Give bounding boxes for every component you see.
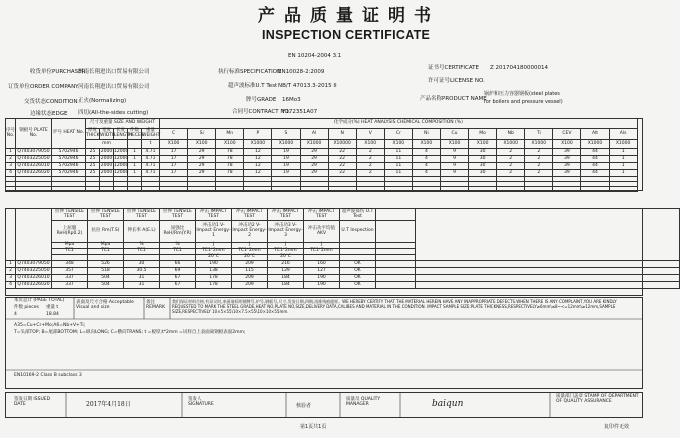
element-P: P: [244, 129, 272, 140]
table-cell: OK: [340, 268, 376, 275]
table-cell: J: [268, 243, 304, 249]
unit-mm: mm: [86, 140, 128, 149]
table-cell: 129: [268, 268, 304, 275]
table-cell: 2: [356, 149, 384, 156]
header-ut: 超声波探伤 U.T Test: [340, 209, 376, 221]
table-cell: %: [160, 243, 196, 249]
table-cell: 5702946: [52, 170, 86, 177]
table-cell: 2: [525, 156, 553, 163]
table-cell: 19: [272, 170, 300, 177]
table-cell: 67: [160, 282, 196, 289]
issued-value: 2017年4月18日: [86, 401, 131, 408]
table-cell: 2: [525, 170, 553, 177]
table-cell: TC1*2mm: [304, 249, 340, 255]
table-cell: OK: [340, 282, 376, 289]
check-label: 核验者: [296, 403, 312, 409]
element-Al: Al: [300, 129, 328, 140]
table-cell: 66: [160, 261, 196, 268]
table-cell: 20℃: [196, 255, 232, 261]
table-cell: Q7403226010: [17, 162, 50, 168]
table-cell: 29: [300, 170, 328, 177]
table-cell: 冲击功3 V-Impact Energy-3: [268, 221, 304, 243]
table-cell: 4: [412, 163, 440, 170]
factor-cell: X100: [188, 140, 216, 149]
remark-label: 备注 REMARK: [146, 300, 166, 310]
element-N: N: [328, 129, 356, 140]
element-Nb: Nb: [497, 129, 525, 140]
table-cell: 1: [128, 163, 142, 170]
table-cell: 2: [356, 170, 384, 177]
table-cell: 4: [6, 282, 16, 289]
table-cell: 22: [328, 170, 356, 177]
table-cell: 17: [160, 163, 188, 170]
factor-cell: X100: [440, 140, 468, 149]
table-cell: 29: [188, 149, 216, 156]
table-cell: 30: [469, 170, 497, 177]
table-cell: 11: [384, 149, 412, 156]
table-cell: 31: [124, 275, 160, 282]
table-cell: 337: [52, 275, 88, 282]
table-cell: 4: [412, 170, 440, 177]
ut-value: NB/T 47013.3-2015 II: [278, 83, 337, 89]
header-no: 序号 No.: [6, 119, 16, 149]
table-cell: J: [304, 243, 340, 249]
table-cell: 518: [88, 268, 124, 275]
table-cell: 30.5: [124, 268, 160, 275]
element-Alt: Alt: [581, 129, 609, 140]
order-label: 订货单位ORDER COMPANY: [8, 84, 79, 90]
table-cell: 17: [160, 170, 188, 177]
header-tensile-4: 拉伸 TENSILE TEST: [160, 209, 196, 221]
table-cell: 184: [268, 282, 304, 289]
table-cell: 4.71: [142, 149, 160, 156]
qm-label: 质量员 QUALITY MANAGER: [346, 397, 381, 407]
table-cell: 19: [272, 156, 300, 163]
product-value-cn: 锅炉和压力容器钢板(steel plates: [484, 91, 560, 97]
element-Ni: Ni: [412, 129, 440, 140]
table-cell: Q7403226020: [17, 281, 50, 287]
title-en: INSPECTION CERTIFICATE: [262, 28, 431, 42]
table-cell: 29: [300, 163, 328, 170]
table-cell: 190: [196, 261, 232, 268]
cert-value: Z 201704180000014: [490, 65, 549, 71]
table-cell: 3: [6, 275, 16, 282]
table-cell: 44: [581, 149, 609, 156]
table-cell: 4.71: [142, 170, 160, 177]
table-cell: 12: [244, 170, 272, 177]
table-cell: 2: [497, 156, 525, 163]
table-cell: 11: [384, 156, 412, 163]
table-cell: TC1*2mm: [232, 249, 268, 255]
edge-label: 边缘状态EDGE: [30, 111, 68, 117]
formula-2: T=头部TOP; B=尾部BOTTOM; L=纵向LONG; C=横向TRANS; t =板厚;t*2mm =试样自上表面离钢板表面2mm;: [14, 330, 246, 335]
header-plate: 钢板号 PLATE No.: [16, 119, 52, 149]
table-cell: 9: [440, 163, 468, 170]
table-cell: 44: [581, 156, 609, 163]
table-cell: 9: [440, 170, 468, 177]
table-cell: 2000: [100, 155, 113, 161]
table-cell: 115: [232, 268, 268, 275]
condition-label: 交货状态CONDITION: [24, 99, 78, 105]
table-cell: 127: [304, 268, 340, 275]
table-cell: 1: [609, 170, 637, 177]
table-cell: 冲击功1 V-Impact Energy-1: [196, 221, 232, 243]
table-cell: 2: [497, 163, 525, 170]
table-cell: 178: [196, 282, 232, 289]
table-cell: 337: [52, 282, 88, 289]
element-Mo: Mo: [469, 129, 497, 140]
standard-top: EN 10204-2004 3.1: [288, 53, 342, 59]
table-cell: 上屈服 ReH(Rp0.2): [52, 221, 88, 243]
table-cell: 216: [268, 261, 304, 268]
table-cell: 30: [124, 261, 160, 268]
header-chem: 化学成分(%) HEAT ANALYSIS CHEMICAL COMPOSITION (%): [160, 119, 638, 129]
table-cell: TC1: [52, 249, 88, 255]
page-total-label: 本页总计 (PAGE TOTAL): [14, 298, 65, 303]
grade-label: 牌号GRADE: [246, 97, 277, 103]
table-cell: TC1: [88, 249, 124, 255]
table-cell: 22: [328, 163, 356, 170]
table-cell: 20℃: [232, 255, 268, 261]
table-cell: 30: [469, 149, 497, 156]
table-cell: 1: [609, 149, 637, 156]
table-cell: Mpa: [52, 243, 88, 249]
factor-cell: X1000: [244, 140, 272, 149]
table-cell: 67: [160, 275, 196, 282]
factor-cell: X100: [469, 140, 497, 149]
table-cell: 9: [440, 149, 468, 156]
table-cell: 22: [328, 149, 356, 156]
factor-cell: X100: [553, 140, 581, 149]
factor-cell: X100: [356, 140, 384, 149]
table-cell: 178: [196, 275, 232, 282]
table-cell: 209: [232, 275, 268, 282]
edge-value: 四切(All-the-sides cutting): [78, 110, 149, 116]
table-cell: 1: [128, 156, 142, 163]
issued-label: 签发日期 ISSUED DATE: [14, 397, 51, 407]
table-cell: 184: [268, 275, 304, 282]
header-weight: 重量 WEIGHT: [142, 128, 161, 138]
table-cell: 12: [244, 163, 272, 170]
table-cell: 209: [232, 282, 268, 289]
table-cell: 69: [160, 268, 196, 275]
table-cell: 190: [304, 282, 340, 289]
table-cell: 78: [216, 149, 244, 156]
table-cell: 4: [412, 156, 440, 163]
table-cell: J: [232, 243, 268, 249]
page-total-pieces-value: 4: [14, 312, 17, 317]
header-pieces: 件数 PIECES: [128, 128, 144, 138]
table-cell: 2: [356, 156, 384, 163]
factor-cell: X1000: [609, 140, 637, 149]
table-cell: 29: [300, 156, 328, 163]
condition-value: 正火(Normalizing): [78, 98, 127, 104]
table-cell: J: [196, 243, 232, 249]
element-Mn: Mn: [216, 129, 244, 140]
table-cell: Q7403079050: [17, 148, 50, 154]
spec-value: EN10028-2:2009: [278, 69, 325, 75]
table-cell: 2: [497, 170, 525, 177]
table-cell: 屈强比 ReH/Rm(Y.R): [160, 221, 196, 243]
contract-value: Y172351A07: [282, 109, 318, 115]
table-cell: U.T Inspection: [340, 221, 376, 243]
factor-cell: X100: [412, 140, 440, 149]
table-cell: 2: [497, 149, 525, 156]
header-tensile-3: 拉伸 TENSILE TEST: [124, 209, 160, 221]
page-total-weight-value: 18.84: [46, 312, 59, 317]
table-cell: 伸长率 A(E.L): [124, 221, 160, 243]
unit-t: t: [142, 140, 160, 149]
element-C: C: [160, 129, 188, 140]
table-cell: 19: [272, 163, 300, 170]
header-tensile-2: 拉伸 TENSILE TEST: [88, 209, 124, 221]
appearance-label: 表面及尺寸合格 Acceptable Visual and size: [76, 300, 134, 310]
table-cell: Q7403226010: [17, 274, 50, 280]
table-cell: 12000: [114, 155, 129, 161]
table-cell: 39: [553, 156, 581, 163]
factor-cell: X100: [384, 140, 412, 149]
table-cell: 12000: [114, 169, 129, 175]
table-cell: 22: [328, 156, 356, 163]
table-cell: 30: [469, 156, 497, 163]
table-cell: 12: [244, 156, 272, 163]
header-length: 长度 LENGTH: [114, 128, 133, 138]
table-cell: 9: [440, 156, 468, 163]
header-impact-1: 冲击 IMPACT TEST: [196, 209, 232, 221]
product-label: 产品名称PRODUCT NAME: [420, 96, 487, 102]
table-cell: 138: [196, 268, 232, 275]
element-Si: Si: [188, 129, 216, 140]
invalid-note: 复印件无效: [604, 424, 630, 430]
table-cell: TC1*2mm: [196, 249, 232, 255]
table-cell: 78: [216, 163, 244, 170]
element-S: S: [272, 129, 300, 140]
element-Als: Als: [609, 129, 637, 140]
table-cell: TC1*2mm: [268, 249, 304, 255]
table-cell: 2000: [100, 169, 113, 175]
table-cell: 2: [356, 163, 384, 170]
table-cell: 12000: [114, 148, 129, 154]
table-cell: TC1: [124, 249, 160, 255]
table-cell: 2: [525, 149, 553, 156]
factor-cell: X100: [216, 140, 244, 149]
factor-cell: X1000: [300, 140, 328, 149]
grade-value: 16Mo3: [282, 97, 301, 103]
table-cell: 30: [469, 163, 497, 170]
table-cell: 4: [6, 170, 16, 177]
table-cell: 31: [124, 282, 160, 289]
table-cell: 1: [609, 156, 637, 163]
table-cell: 348: [52, 261, 88, 268]
header-heat: 炉号 HEAT No.: [52, 119, 86, 149]
page-total-pieces-label: 件数 pieces: [14, 305, 39, 310]
table-cell: 17: [160, 149, 188, 156]
table-cell: 4.71: [142, 163, 160, 170]
purchaser-value: 河南长翔进出口贸易有限公司: [78, 69, 150, 75]
table-cell: 20℃: [268, 255, 304, 261]
header-impact-4: 冲击 IMPACT TEST: [304, 209, 340, 221]
table-cell: 抗拉 Rm(T.S): [88, 221, 124, 243]
table-cell: 11: [384, 163, 412, 170]
table-cell: 25: [86, 156, 100, 163]
signature-label: 签发人 SIGNATURE: [188, 397, 214, 407]
table-cell: 25: [86, 163, 100, 170]
table-cell: 526: [88, 261, 124, 268]
header-impact-3: 冲击 IMPACT TEST: [268, 209, 304, 221]
page-total-weight-label: 重量 t: [46, 305, 59, 310]
table-cell: 29: [300, 149, 328, 156]
factor-cell: X100: [160, 140, 188, 149]
license-label: 许可证号LICENSE NO.: [428, 78, 485, 84]
element-V: V: [356, 129, 384, 140]
table-cell: 39: [553, 149, 581, 156]
table-cell: Q7403225050: [17, 155, 50, 161]
element-Ti: Ti: [525, 129, 553, 140]
table-cell: Q7403079050: [17, 260, 50, 266]
table-cell: 19: [272, 149, 300, 156]
purchaser-label: 收货单位PURCHASER: [30, 69, 86, 75]
table-cell: 1: [128, 149, 142, 156]
table-cell: 78: [216, 156, 244, 163]
table-cell: OK: [340, 275, 376, 282]
table-cell: 160: [304, 261, 340, 268]
element-Cu: Cu: [440, 129, 468, 140]
table-cell: 1: [6, 149, 16, 156]
page-number: 第1页共1页: [300, 424, 327, 430]
note: EN10169-2 Class B subclass 3: [14, 373, 82, 378]
qm-signature: baiqun: [432, 399, 464, 409]
table-cell: 504: [88, 282, 124, 289]
table-cell: 39: [553, 163, 581, 170]
table-cell: 冲击功平均值 AKV: [304, 221, 340, 243]
table-cell: 2000: [100, 162, 113, 168]
table-cell: TC1: [160, 249, 196, 255]
title-cn: 产品质量证明书: [258, 6, 440, 26]
cert-label: 证书号CERTIFICATE: [428, 65, 480, 71]
table-cell: 1: [609, 163, 637, 170]
table-cell: 4.71: [142, 156, 160, 163]
table-cell: 17: [160, 156, 188, 163]
table-cell: 25: [86, 149, 100, 156]
table-cell: 78: [216, 170, 244, 177]
table-cell: 25: [86, 170, 100, 177]
element-CEV: CEV: [553, 129, 581, 140]
table-cell: 5702946: [52, 149, 86, 156]
table-cell: 39: [553, 170, 581, 177]
table-cell: 44: [581, 163, 609, 170]
table-cell: 209: [232, 261, 268, 268]
remark-text: 我们保证材料合格,有异议时,来函请标明钢牌号,炉号,钢板号,尺寸,发货日期,四期,再推残痕提样。WE HEREBY CERTIFY THAT THE MATERIAL HEREIN HAVE ANY INAPPROPRIATE DEFECTS.WHEN THERE IS ANY COMPLAINT,YOU ARE KINDLY REQUESTED TO MARK THE STEEL GRADE,HEAT NO,PLATE NO,SIZE,DELIVERY DATA,CALIBES AND MATERIAL IN THE CONDITION. IMPACT SAMPLE SIZE:PLATE THICKNESS,RESPECTIVELY≥6mm\≤8~<=12mm\≥12mm,SAMPLE SIZE,RESPECTIVELY 10×5×55\10×7.5×55\10×10×55mm.: [172, 299, 617, 314]
table-cell: Mpa: [88, 243, 124, 249]
table-cell: 5702946: [52, 156, 86, 163]
header-tensile-1: 拉伸 TENSILE TEST: [52, 209, 88, 221]
formula-1: A35=Cu+Cr+Mo;A6=Nb+V+Ti;: [14, 323, 86, 328]
table-cell: OK: [340, 261, 376, 268]
table-cell: 4: [412, 149, 440, 156]
header-impact-2: 冲击 IMPACT TEST: [232, 209, 268, 221]
element-Cr: Cr: [384, 129, 412, 140]
table-cell: Q7403226020: [17, 169, 50, 175]
table-cell: 1: [128, 170, 142, 177]
header-width: 宽度 WIDTH: [100, 128, 116, 138]
table-cell: 190: [304, 275, 340, 282]
table-cell: 2000: [100, 148, 113, 154]
ut-label: 超声波标准U.T Test: [228, 83, 278, 89]
spec-label: 执行标准SPECIFICATION: [218, 69, 282, 75]
table-cell: 44: [581, 170, 609, 177]
table-cell: %: [124, 243, 160, 249]
table-cell: Q7403225050: [17, 267, 50, 273]
table-cell: 1: [6, 261, 16, 268]
table-cell: 504: [88, 275, 124, 282]
contract-label: 合同号CONTRACT NO.: [232, 109, 291, 115]
table-cell: 357: [52, 268, 88, 275]
table-cell: 29: [188, 163, 216, 170]
product-value-en: for boilers and pressure vessel): [484, 99, 563, 105]
table-cell: 冲击功2 V-Impact Energy-2: [232, 221, 268, 243]
factor-cell: X1000: [497, 140, 525, 149]
header-thick: 厚度 THICK: [86, 128, 100, 138]
factor-cell: X1000: [581, 140, 609, 149]
table-cell: 12: [244, 149, 272, 156]
factor-cell: X10000: [328, 140, 356, 149]
table-cell: 2: [525, 163, 553, 170]
table-cell: 3: [6, 163, 16, 170]
order-value: 河南长翔进出口贸易有限公司: [78, 84, 150, 90]
table-cell: 29: [188, 156, 216, 163]
table-cell: 2: [6, 156, 16, 163]
factor-cell: X1000: [525, 140, 553, 149]
table-cell: 11: [384, 170, 412, 177]
table-cell: 2: [6, 268, 16, 275]
table-cell: 12000: [114, 162, 129, 168]
stamp-label: 质量部门盖章 STAMP OF DEPARTMENT OF QUALITY ASSURANCE: [556, 394, 639, 404]
factor-cell: X1000: [272, 140, 300, 149]
table-cell: 5702946: [52, 163, 86, 170]
table-cell: 29: [188, 170, 216, 177]
header-size: 尺寸及重量 SIZE AND WEIGHT: [86, 119, 160, 129]
